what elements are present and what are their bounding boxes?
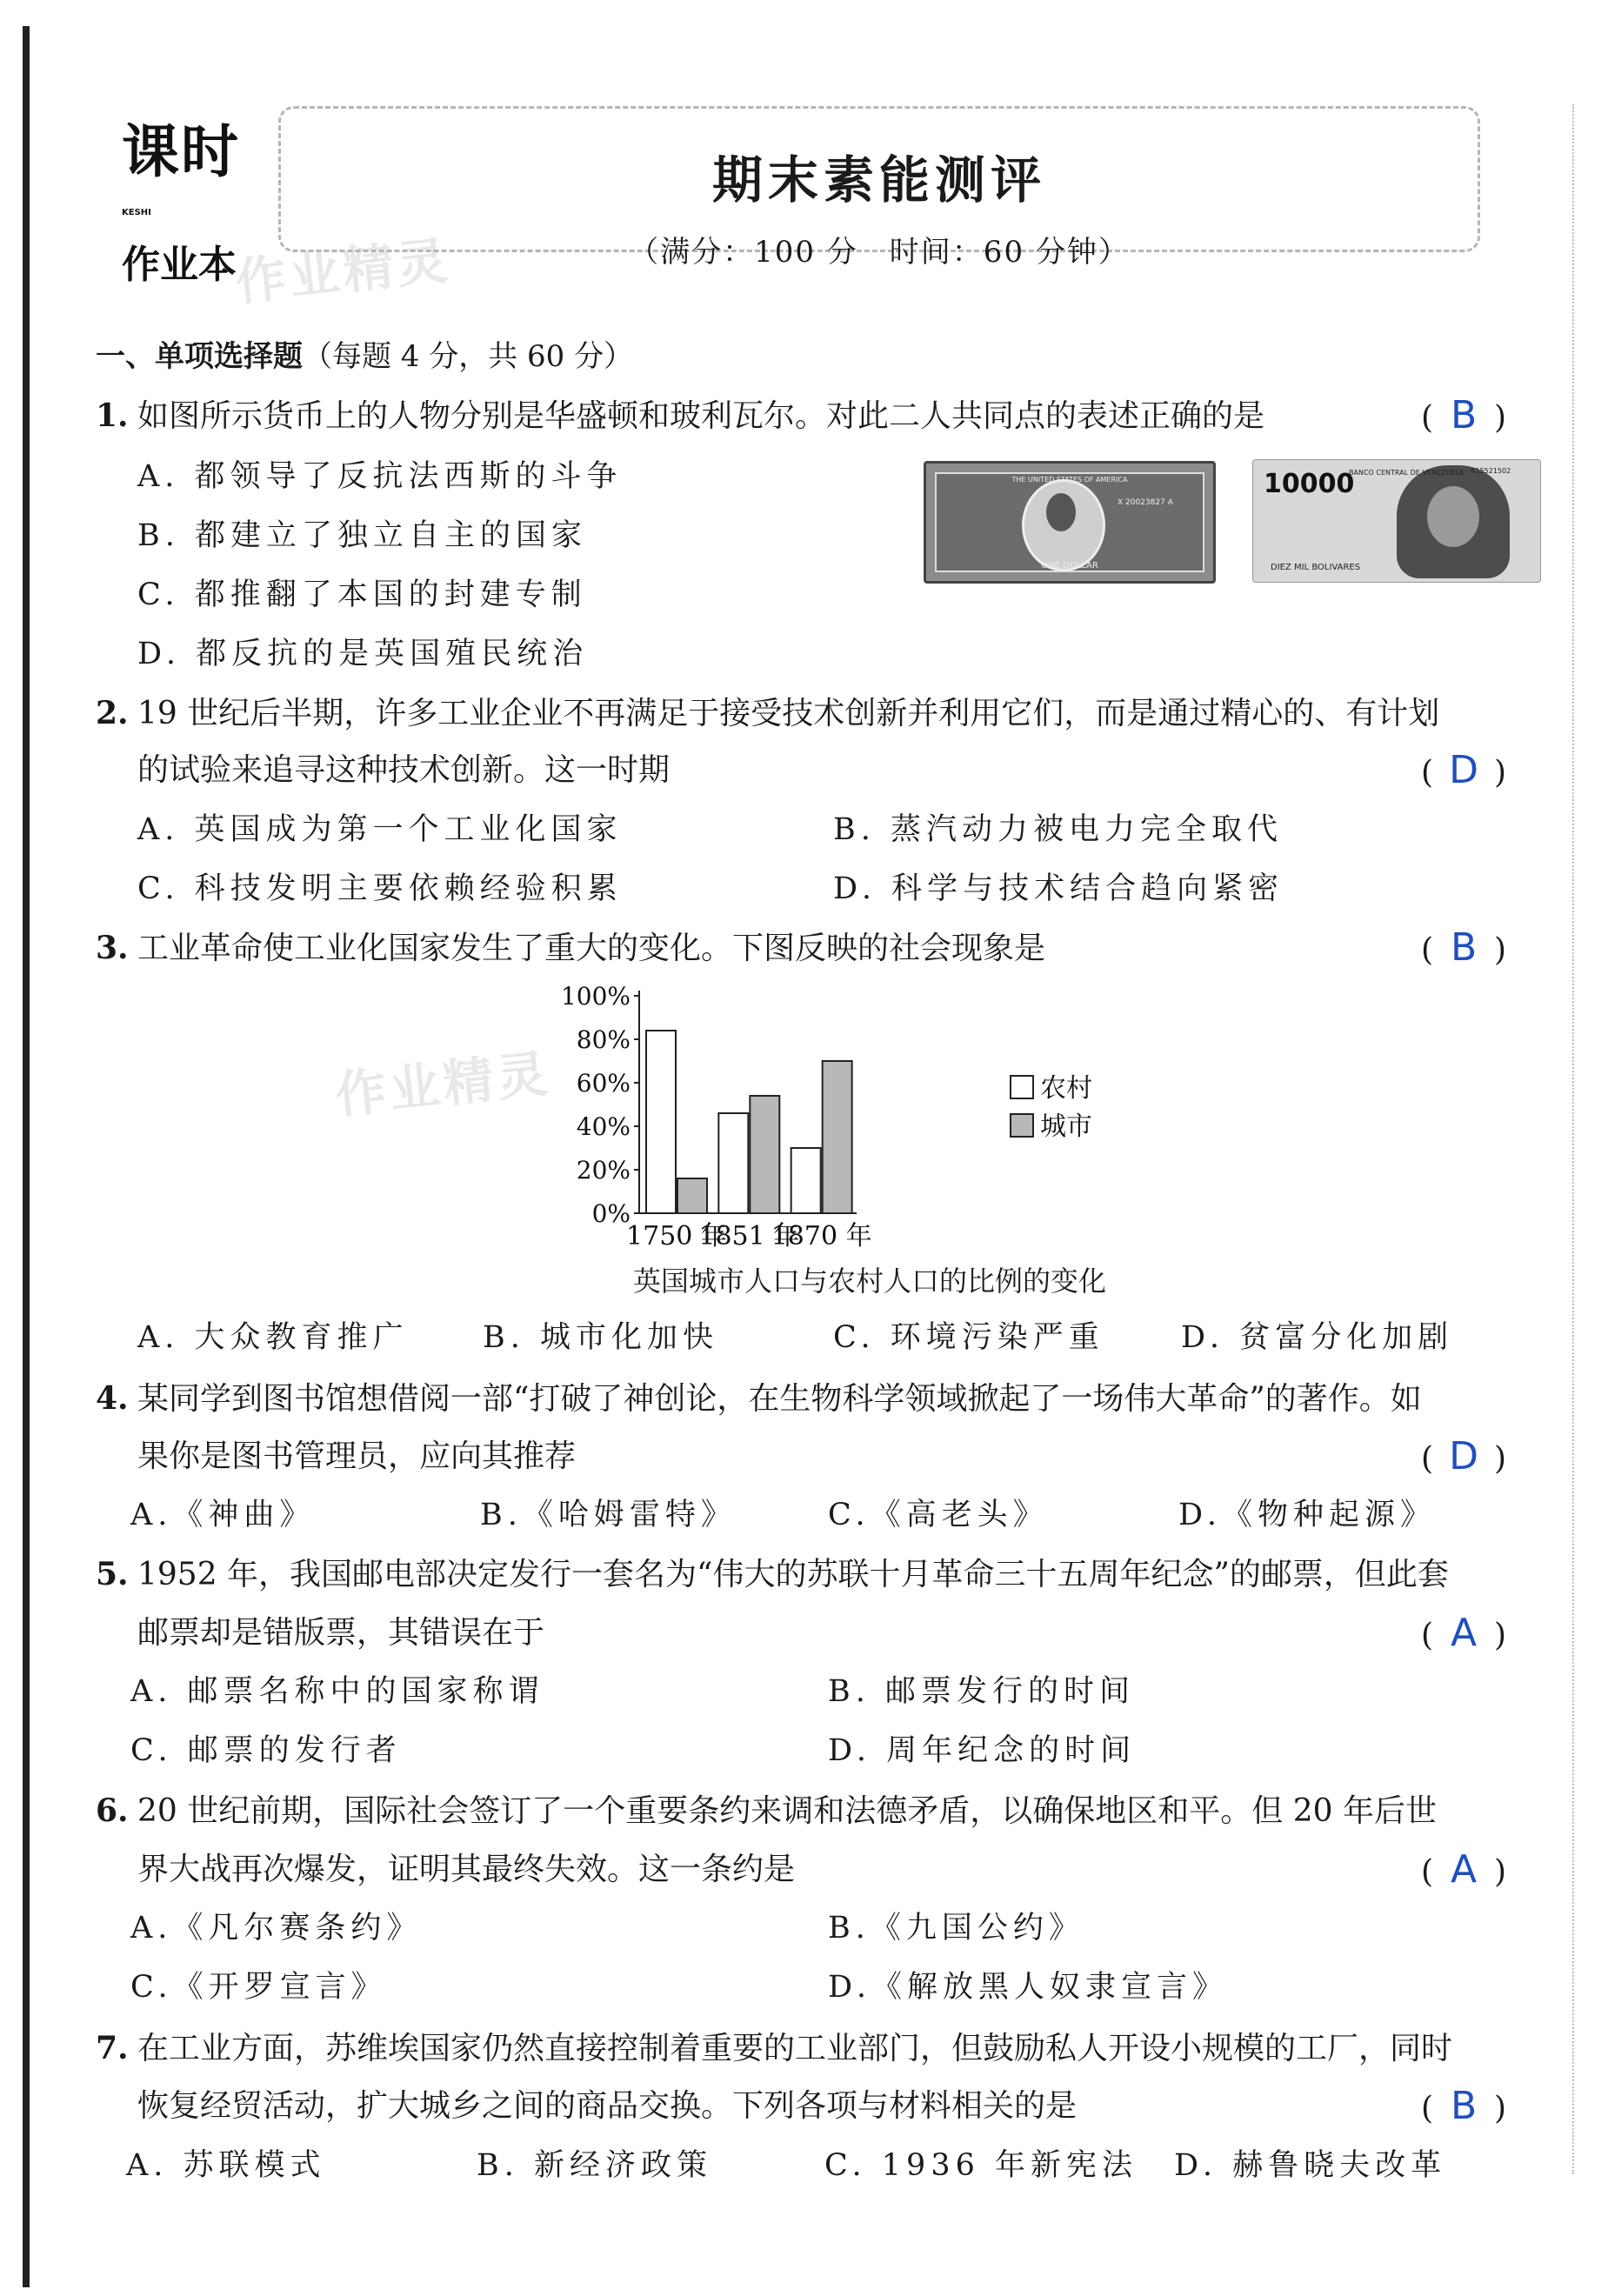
logo-line1: 课时 xyxy=(122,118,240,185)
option-c: C. 1936 年新宪法 xyxy=(824,2148,1138,2183)
option-d: D. 都反抗的是英国殖民统治 xyxy=(137,637,589,671)
answer-bracket: ( B ) xyxy=(1421,925,1507,970)
question-text: 某同学到图书馆想借阅一部“打破了神创论，在生物科学领域掀起了一场伟大革命”的著作。如 xyxy=(137,1381,1422,1417)
option-b: B. 邮票发行的时间 xyxy=(828,1674,1135,1709)
option-c: C. 科技发明主要依赖经验积累 xyxy=(137,871,623,906)
option-c: C. 邮票的发行者 xyxy=(130,1733,402,1768)
question-number: 2. xyxy=(96,695,129,731)
question-2 xyxy=(96,696,1531,731)
y-tick-label: 60% xyxy=(576,1069,631,1098)
question-text: 1952 年，我国邮电部决定发行一套名为“伟大的苏联十月革命三十五周年纪念”的邮票，但此套 xyxy=(137,1557,1449,1592)
y-tick-label: 80% xyxy=(576,1025,631,1054)
bill-us-serial: X 20023827 A xyxy=(1118,498,1173,507)
option-d: D. 赫鲁晓夫改革 xyxy=(1174,2148,1447,2183)
question-text: 如图所示货币上的人物分别是华盛顿和玻利瓦尔。对此二人共同点的表述正确的是 xyxy=(137,398,1265,434)
x-tick-label: 1750 年 xyxy=(626,1221,727,1251)
question-number: 3. xyxy=(96,930,129,966)
watermark: 作业精灵 xyxy=(232,230,454,312)
question-1 xyxy=(96,393,1531,437)
logo-line2: 作业本 xyxy=(122,243,237,287)
answer-letter: D xyxy=(1449,1434,1478,1478)
question-text: 19 世纪后半期，许多工业企业不再满足于接受技术创新并利用它们，而是通过精心的、有计划 xyxy=(137,696,1440,731)
answer-bracket: ( D ) xyxy=(1421,748,1507,792)
bar-农村 xyxy=(791,1148,821,1213)
legend-swatch xyxy=(1011,1114,1033,1137)
section-label: 一、单项选择题 xyxy=(96,339,303,374)
question-text: 在工业方面，苏维埃国家仍然直接控制着重要的工业部门，但鼓励私人开设小规模的工厂，同时 xyxy=(137,2031,1453,2066)
bill-ve-denom: 10000 xyxy=(1264,469,1355,499)
question-4-cont: 果你是图书管理员，应向其推荐 xyxy=(137,1438,577,1474)
answer-bracket: ( B ) xyxy=(1421,2084,1507,2128)
bar-农村 xyxy=(718,1113,748,1213)
question-7-cont: 恢复经贸活动，扩大城乡之间的商品交换。下列各项与材料相关的是 xyxy=(137,2088,1078,2124)
bar-城市 xyxy=(677,1178,707,1213)
question-number: 5. xyxy=(96,1556,129,1592)
option-a: A.《神曲》 xyxy=(130,1498,316,1532)
option-a: A. 英国成为第一个工业化国家 xyxy=(137,812,623,847)
option-d: D. 贫富分化加剧 xyxy=(1181,1320,1454,1355)
question-5-cont: 邮票却是错版票，其错误在于 xyxy=(137,1615,545,1651)
logo-tiny: KESHI xyxy=(122,208,151,217)
option-a: A. 邮票名称中的国家称谓 xyxy=(130,1674,544,1709)
option-c: C. 环境污染严重 xyxy=(833,1320,1104,1355)
question-5 xyxy=(96,1557,1531,1592)
venezuela-bill-image xyxy=(1252,459,1541,583)
answer-bracket: ( A ) xyxy=(1421,1611,1507,1655)
option-b: B. 蒸汽动力被电力完全取代 xyxy=(833,812,1283,847)
option-d: D.《物种起源》 xyxy=(1178,1498,1436,1532)
bill-ve-bottom: DIEZ MIL BOLIVARES xyxy=(1271,563,1361,572)
option-a: A. 苏联模式 xyxy=(126,2148,326,2183)
bill-us-bottom: ONE DOLLAR xyxy=(1041,561,1098,571)
answer-letter: B xyxy=(1450,925,1478,970)
y-tick-label: 100% xyxy=(560,982,631,1011)
y-tick-label: 40% xyxy=(576,1112,631,1141)
option-d: D. 周年纪念的时间 xyxy=(828,1733,1137,1768)
chart-title: 英国城市人口与农村人口的比例的变化 xyxy=(632,1265,1106,1298)
answer-letter: B xyxy=(1450,2084,1478,2128)
question-6 xyxy=(96,1793,1531,1829)
page-title: 期末素能测评 xyxy=(711,150,1046,210)
us-dollar-image xyxy=(924,461,1216,584)
answer-bracket: ( A ) xyxy=(1421,1847,1507,1892)
option-a: A. 大众教育推广 xyxy=(137,1320,409,1355)
question-number: 7. xyxy=(96,2030,129,2066)
question-2-cont: 的试验来追寻这种技术创新。这一时期 xyxy=(137,752,671,788)
option-b: B.《九国公约》 xyxy=(828,1911,1084,1946)
question-text: 工业革命使工业化国家发生了重大的变化。下图反映的社会现象是 xyxy=(137,931,1046,966)
legend-label: 农村 xyxy=(1040,1073,1092,1104)
bar-城市 xyxy=(823,1061,852,1213)
question-number: 6. xyxy=(96,1792,129,1829)
section-heading xyxy=(96,332,633,375)
bill-us-top: THE UNITED STATES OF AMERICA xyxy=(1011,476,1128,484)
question-6-cont: 界大战再次爆发，证明其最终失效。这一条约是 xyxy=(137,1852,796,1887)
legend-swatch xyxy=(1011,1076,1033,1098)
right-margin-rule xyxy=(1572,104,1576,2174)
question-7 xyxy=(96,2031,1531,2066)
section-note: （每题 4 分，共 60 分） xyxy=(303,339,634,374)
x-tick-label: 1851 年 xyxy=(698,1221,800,1251)
question-number: 1. xyxy=(96,397,129,434)
option-b: B. 新经济政策 xyxy=(477,2148,712,2183)
question-number: 4. xyxy=(96,1380,129,1417)
bill-ve-bank: BANCO CENTRAL DE VENEZUELA xyxy=(1349,469,1465,477)
option-c: C.《开罗宣言》 xyxy=(130,1970,387,2005)
answer-bracket: ( D ) xyxy=(1421,1434,1507,1478)
option-a: A.《凡尔赛条约》 xyxy=(130,1911,423,1946)
option-a: A. 都领导了反抗法西斯的斗争 xyxy=(137,459,623,494)
question-3 xyxy=(96,925,1531,970)
y-tick-label: 20% xyxy=(576,1156,631,1185)
option-d: D.《解放黑人奴隶宣言》 xyxy=(828,1970,1228,2005)
option-b: B.《哈姆雷特》 xyxy=(480,1498,737,1532)
question-text: 20 世纪前期，国际社会签订了一个重要条约来调和法德矛盾，以确保地区和平。但 20 年后世 xyxy=(137,1793,1437,1829)
option-c: C. 都推翻了本国的封建专制 xyxy=(137,577,587,612)
option-b: B. 都建立了独立自主的国家 xyxy=(137,518,587,553)
answer-letter: B xyxy=(1450,393,1478,437)
bill-ve-serial: A15521502 xyxy=(1471,467,1511,475)
question-4 xyxy=(96,1381,1531,1417)
legend-label: 城市 xyxy=(1040,1111,1092,1142)
subtitle: （满分：100 分 时间：60 分钟） xyxy=(629,235,1130,270)
answer-letter: D xyxy=(1449,748,1478,792)
bar-农村 xyxy=(646,1031,676,1213)
watermark: 作业精灵 xyxy=(332,1044,554,1125)
answer-bracket: ( B ) xyxy=(1421,393,1507,437)
option-b: B. 城市化加快 xyxy=(483,1320,718,1355)
page-edge-bar xyxy=(23,26,30,2287)
x-tick-label: 1870 年 xyxy=(771,1221,872,1251)
bar-城市 xyxy=(750,1096,779,1213)
option-c: C.《高老头》 xyxy=(828,1498,1049,1532)
answer-letter: A xyxy=(1450,1847,1478,1892)
y-tick-label: 0% xyxy=(591,1199,631,1228)
answer-letter: A xyxy=(1450,1611,1478,1655)
option-d: D. 科学与技术结合趋向紧密 xyxy=(833,871,1284,906)
